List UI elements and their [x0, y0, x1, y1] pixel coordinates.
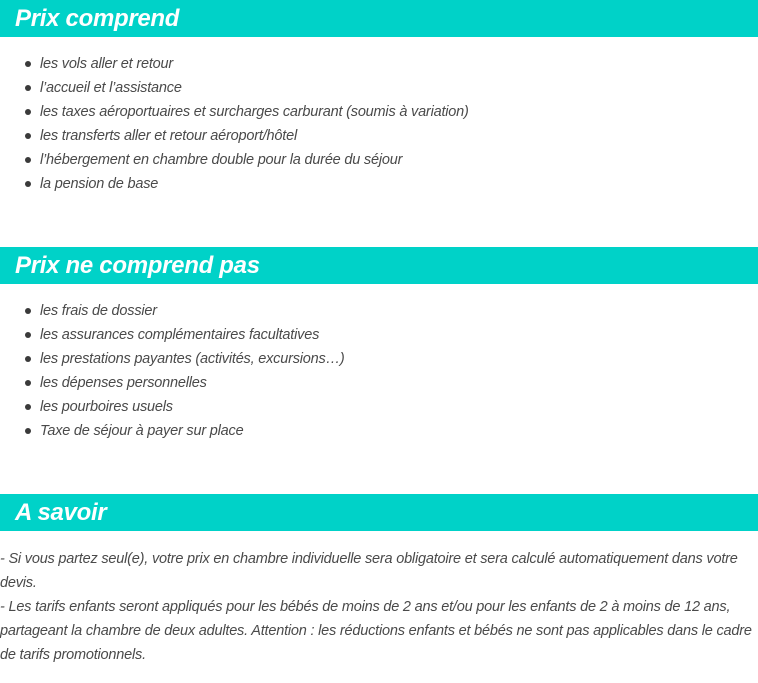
bullet-icon [25, 85, 31, 91]
bullet-icon [25, 181, 31, 187]
bullet-icon [25, 61, 31, 67]
info-paragraph-children-rates: - Les tarifs enfants seront appliqués pour les bébés de moins de 2 ans et/ou pour les enfants de 2 à moins de 12 ans, partageant la chambre de deux adultes. Attention : les réductions enfants et bébés ne sont pas applicables dans le cadre de tarifs promotionnels. [0, 599, 752, 663]
included-list [0, 52, 469, 196]
excluded-section-title: Prix ne comprend pas [15, 252, 260, 279]
bullet-icon [25, 308, 31, 314]
list-item: Taxe de séjour à payer sur place [0, 419, 345, 443]
info-paragraph-single-room: - Si vous partez seul(e), votre prix en chambre individuelle sera obligatoire et sera calculé automatiquement dans votre devis. [0, 551, 738, 591]
included-section-title: Prix comprend [15, 5, 180, 32]
list-item: les assurances complémentaires facultatives [0, 323, 345, 347]
list-item: l’accueil et l’assistance [0, 76, 469, 100]
list-item: l’hébergement en chambre double pour la durée du séjour [0, 148, 469, 172]
bullet-icon [25, 380, 31, 386]
excluded-list [0, 299, 345, 443]
bullet-icon [25, 157, 31, 163]
list-item: les dépenses personnelles [0, 371, 345, 395]
list-item: les prestations payantes (activités, excursions…) [0, 347, 345, 371]
bullet-icon [25, 404, 31, 410]
bullet-icon [25, 133, 31, 139]
list-item: les transferts aller et retour aéroport/hôtel [0, 124, 469, 148]
list-item: la pension de base [0, 172, 469, 196]
list-item: les frais de dossier [0, 299, 345, 323]
bullet-icon [25, 428, 31, 434]
list-item: les taxes aéroportuaires et surcharges carburant (soumis à variation) [0, 100, 469, 124]
list-item: les vols aller et retour [0, 52, 469, 76]
bullet-icon [25, 109, 31, 115]
included-section-header [0, 0, 758, 37]
bullet-icon [25, 332, 31, 338]
info-text [0, 547, 758, 667]
info-section-title: A savoir [15, 499, 107, 526]
info-section-header [0, 494, 758, 531]
excluded-section-header [0, 247, 758, 284]
list-item: les pourboires usuels [0, 395, 345, 419]
bullet-icon [25, 356, 31, 362]
